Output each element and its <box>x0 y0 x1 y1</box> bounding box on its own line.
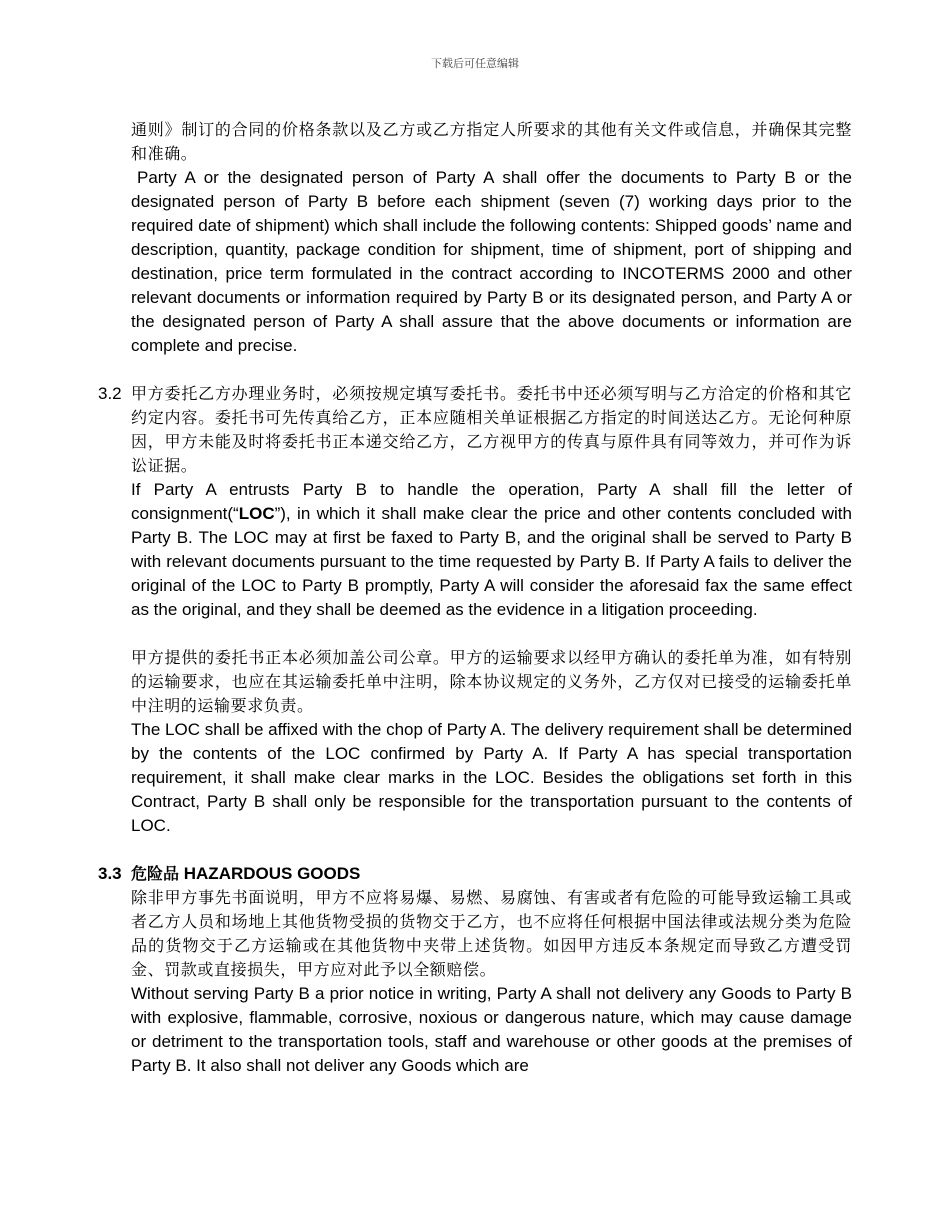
section-number: 3.2 <box>98 384 122 403</box>
spacer <box>98 838 852 862</box>
section-3-3-en: Without serving Party B a prior notice in writing, Party A shall not delivery any Goods to Party B with explosive, flammable, corrosive, noxious or dangerous nature, which may cause damage or detriment to the transportation tools, staff and warehouse or other goods at the premises of Party B. It also shall not deliver any Goods which are <box>131 984 852 1075</box>
section-3-2-body <box>131 382 852 838</box>
section-3-2-en-part1: If Party A entrusts Party B to handle the operation, Party A shall fill the letter of consignment(“ <box>131 480 852 523</box>
section-number: 3.3 <box>98 864 122 883</box>
section-3-2 <box>98 382 852 838</box>
document-body <box>98 118 852 1078</box>
section-3-3-title-en: HAZARDOUS GOODS <box>183 864 361 883</box>
section-3-3-heading <box>131 862 852 886</box>
section-3-3-title-zh: 危险品 <box>131 864 180 883</box>
section-3-3-zh: 除非甲方事先书面说明，甲方不应将易爆、易燃、易腐蚀、有害或者有危险的可能导致运输工具或者乙方人员和场地上其他货物受损的货物交于乙方，也不应将任何根据中国法律或法规分类为危险品的货物交于乙方运输或在其他货物中夹带上述货物。如因甲方违反本条规定而导致乙方遭受罚金、罚款或直接损失，甲方应对此予以全额赔偿。 <box>131 888 852 979</box>
continued-clause-en: Party A or the designated person of Party A shall offer the documents to Party B or the designated person of Party B before each shipment (seven (7) working days prior to the required date of shipment) which shall include the following contents: Shipped goods’ name and description, quantity, package condition for shipment, time of shipment, port of shipping and destination, price term formulated in the contract according to INCOTERMS 2000 and other relevant documents or information required by Party B or its designated person, and Party A or the designated person of Party A shall assure that the above documents or information are complete and precise. <box>131 168 852 355</box>
section-3-2-zh-2: 甲方提供的委托书正本必须加盖公司公章。甲方的运输要求以经甲方确认的委托单为准，如有特别的运输要求，也应在其运输委托单中注明，除本协议规定的义务外，乙方仅对已接受的运输委托单中注明的运输要求负责。 <box>131 648 852 715</box>
continued-clause-zh: 通则》制订的合同的价格条款以及乙方或乙方指定人所要求的其他有关文件或信息，并确保其完整和准确。 <box>131 120 852 163</box>
section-3-2-zh: 甲方委托乙方办理业务时，必须按规定填写委托书。委托书中还必须写明与乙方洽定的价格和其它约定内容。委托书可先传真给乙方，正本应随相关单证根据乙方指定的时间送达乙方。无论何种原因，甲方未能及时将委托书正本递交给乙方，乙方视甲方的传真与原件具有同等效力，并可作为诉讼证据。 <box>131 384 852 475</box>
section-3-2-en <box>131 478 852 622</box>
section-3-2-en-2: The LOC shall be affixed with the chop of Party A. The delivery requirement shall be determined by the contents of the LOC confirmed by Party A. If Party A has special transportation requirement, it shall make clear marks in the LOC. Besides the obligations set forth in this Contract, Party B shall only be responsible for the transportation pursuant to the contents of LOC. <box>131 720 852 835</box>
section-3-3 <box>98 862 852 1078</box>
page-header: 下载后可任意编辑 <box>431 57 519 70</box>
section-3-2-en-part2: ”), in which it shall make clear the price and other contents concluded with Party B. The LOC may at first be faxed to Party B, and the original shall be served to Party B with relevant documents pursuant to the time requested by Party B. If Party A fails to deliver the original of the LOC to Party B promptly, Party A will consider the aforesaid fax the same effect as the original, and they shall be deemed as the evidence in a litigation proceeding. <box>131 504 852 619</box>
spacer <box>131 622 852 646</box>
spacer <box>98 358 852 382</box>
section-3-3-body <box>131 862 852 1078</box>
continued-clause <box>131 118 852 358</box>
loc-term: LOC <box>238 504 275 523</box>
